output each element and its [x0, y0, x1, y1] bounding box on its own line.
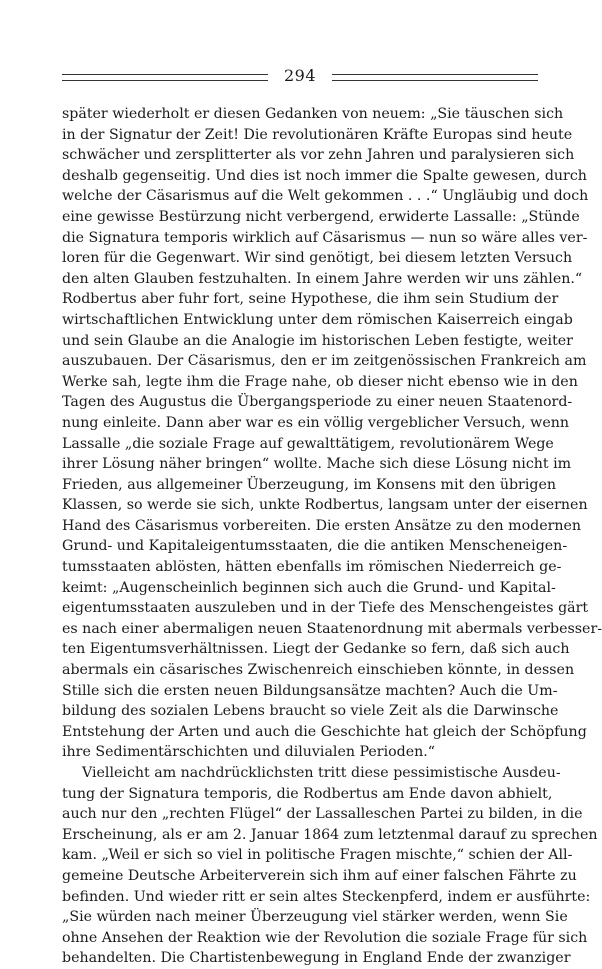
- text-line: in der Signatur der Zeit! Die revolutionären Kräfte Europas sind heute: [62, 126, 573, 143]
- text-line: „Sie würden nach meiner Überzeugung viel stärker werden, wenn Sie: [62, 909, 568, 926]
- text-line: wirtschaftlichen Entwicklung unter dem römischen Kaiserreich eingab: [62, 311, 573, 328]
- text-line: tung der Signatura temporis, die Rodbertus am Ende davon abhielt,: [62, 785, 553, 802]
- page-header: [62, 68, 538, 90]
- text-line: Werke sah, legte ihm die Frage nahe, ob dieser nicht ebenso wie in den: [62, 373, 578, 390]
- text-line: keimt: „Augenscheinlich beginnen sich auch die Grund- und Kapital-: [62, 579, 556, 596]
- text-line: befinden. Und wieder ritt er sein altes Steckenpferd, indem er ausführte:: [62, 888, 591, 905]
- text-line: schwächer und zersplitterter als vor zehn Jahren und paralysieren sich: [62, 147, 575, 164]
- text-line: später wiederholt er diesen Gedanken von neuem: „Sie täuschen sich: [62, 106, 564, 122]
- text-line: Entstehung der Arten und auch die Geschichte hat gleich der Schöpfung: [62, 723, 587, 740]
- text-line: bildung des sozialen Lebens braucht so viele Zeit als die Darwinsche: [62, 703, 559, 720]
- text-line: loren für die Gegenwart. Wir sind genötigt, bei diesem letzten Versuch: [62, 250, 573, 267]
- page-number: 294: [283, 66, 317, 85]
- text-line: es nach einer abermaligen neuen Staatenordnung mit abermals verbesser-: [62, 620, 602, 637]
- text-line: ohne Ansehen der Reaktion wie der Revolution die soziale Frage für sich: [62, 929, 588, 946]
- text-line: Erscheinung, als er am 2. Januar 1864 zum letztenmal darauf zu sprechen: [62, 826, 598, 843]
- text-line: tumsstaaten ablösten, hätten ebenfalls im römischen Niederreich ge-: [62, 559, 562, 576]
- text-line: auszubauen. Der Cäsarismus, den er im zeitgenössischen Frankreich am: [62, 353, 587, 370]
- text-line: ten Eigentumsverhältnissen. Liegt der Gedanke so fern, daß sich auch: [62, 641, 570, 658]
- text-line: kam. „Weil er sich so viel in politische Fragen mischte,“ schien der All-: [62, 847, 573, 864]
- text-line: Frieden, aus allgemeiner Überzeugung, im Konsens mit den übrigen: [62, 476, 556, 493]
- text-line: ihrer Lösung näher bringen“ wollte. Mache sich diese Lösung nicht im: [62, 456, 572, 473]
- text-line: und sein Glaube an die Analogie im historischen Leben festigte, weiter: [62, 332, 573, 349]
- text-line: auch nur den „rechten Flügel“ der Lassalleschen Partei zu bilden, in die: [62, 806, 583, 823]
- header-rule-right: [332, 74, 538, 81]
- text-line: ihre Sedimentärschichten und diluvialen Perioden.“: [62, 744, 436, 761]
- text-line: behandelten. Die Chartistenbewegung in England Ende der zwanziger: [62, 950, 571, 967]
- text-line: die Signatura temporis wirklich auf Cäsarismus — nun so wäre alles ver-: [62, 229, 588, 246]
- text-line: Lassalle „die soziale Frage auf gewalttätigem, revolutionärem Wege: [62, 435, 554, 452]
- text-line: abermals ein cäsarisches Zwischenreich einschieben könnte, in dessen: [62, 662, 575, 679]
- text-line: nung einleite. Dann aber war es ein völlig vergeblicher Versuch, wenn: [62, 414, 569, 431]
- text-line: Rodbertus aber fuhr fort, seine Hypothese, die ihm sein Studium der: [62, 291, 559, 308]
- text-line: den alten Glauben festzuhalten. In einem Jahre werden wir uns zählen.“: [62, 270, 583, 287]
- text-line: eine gewisse Bestürzung nicht verbergend, erwiderte Lassalle: „Stünde: [62, 208, 580, 225]
- text-line: gemeine Deutsche Arbeiterverein sich ihm auf einer falschen Fährte zu: [62, 867, 577, 884]
- text-line: deshalb gegenseitig. Und dies ist noch immer die Spalte gewesen, durch: [62, 167, 587, 184]
- text-line: eigentumsstaaten auszuleben und in der Tiefe des Menschengeistes gärt: [62, 600, 589, 617]
- body-text: [62, 104, 602, 969]
- text-line: Hand des Cäsarismus vorbereiten. Die ersten Ansätze zu den modernen: [62, 517, 582, 534]
- text-line: Tagen des Augustus die Übergangsperiode zu einer neuen Staatenord-: [62, 394, 573, 411]
- text-line: Stille sich die ersten neuen Bildungsansätze machten? Auch die Um-: [62, 682, 558, 699]
- text-line: welche der Cäsarismus auf die Welt gekommen . . .“ Ungläubig und doch: [62, 188, 589, 205]
- text-line: Grund- und Kapitaleigentumsstaaten, die die antiken Menscheneigen-: [62, 538, 568, 555]
- text-line: Vielleicht am nachdrücklichsten tritt diese pessimistische Ausdeu-: [82, 765, 561, 781]
- text-line: Klassen, so werde sie sich, unkte Rodbertus, langsam unter der eisernen: [62, 497, 588, 514]
